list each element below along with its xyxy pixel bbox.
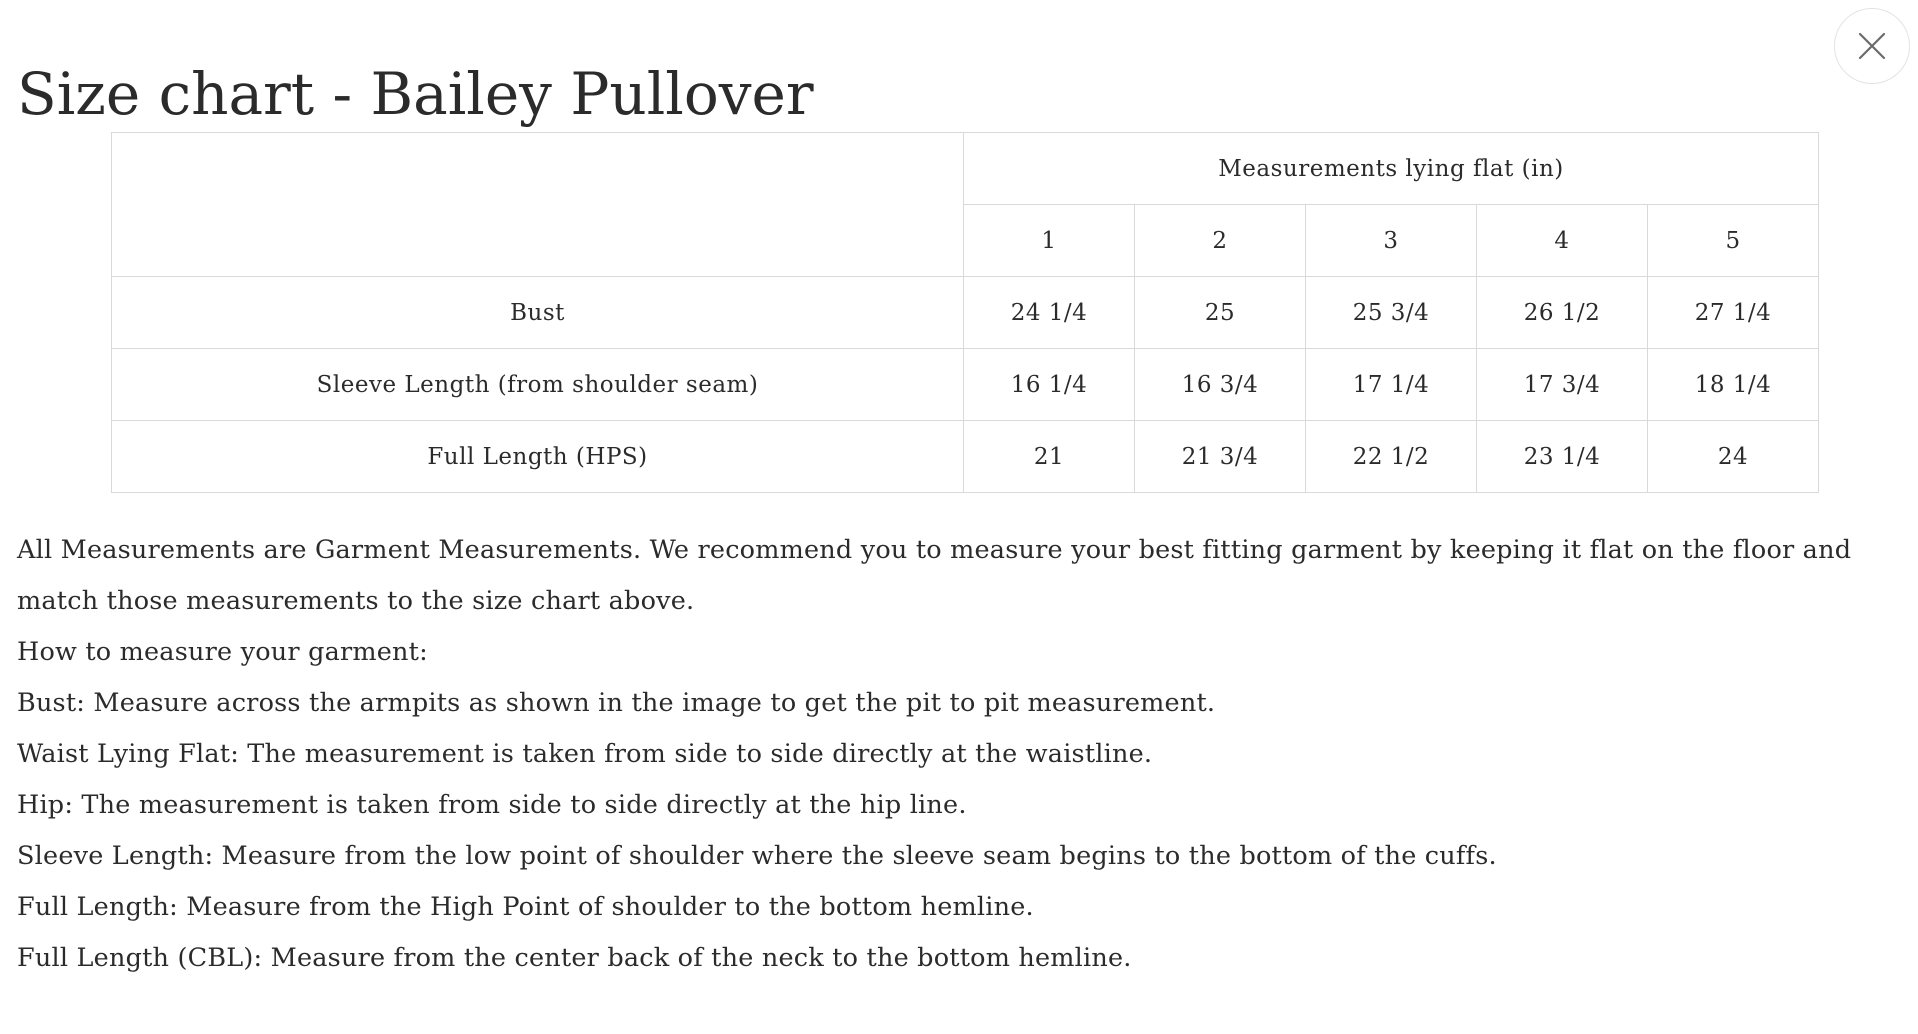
table-cell: 24 1/4 <box>964 277 1135 349</box>
notes-waist: Waist Lying Flat: The measurement is taken from side to side directly at the waistline. <box>17 739 1153 769</box>
table-cell: 24 <box>1648 421 1819 493</box>
close-button[interactable] <box>1834 8 1910 84</box>
size-header: 3 <box>1306 205 1477 277</box>
size-header: 4 <box>1477 205 1648 277</box>
row-label: Bust <box>112 277 964 349</box>
size-header: 2 <box>1135 205 1306 277</box>
row-label: Sleeve Length (from shoulder seam) <box>112 349 964 421</box>
measurements-group-header: Measurements lying flat (in) <box>964 133 1819 205</box>
table-row-full-length <box>112 421 1819 493</box>
table-cell: 26 1/2 <box>1477 277 1648 349</box>
table-cell: 17 3/4 <box>1477 349 1648 421</box>
table-cell: 22 1/2 <box>1306 421 1477 493</box>
table-cell: 23 1/4 <box>1477 421 1648 493</box>
row-label: Full Length (HPS) <box>112 421 964 493</box>
table-cell: 16 3/4 <box>1135 349 1306 421</box>
table-header-row <box>112 133 1819 205</box>
size-header: 1 <box>964 205 1135 277</box>
size-chart-table <box>111 132 1819 493</box>
table-cell: 25 <box>1135 277 1306 349</box>
notes-bust: Bust: Measure across the armpits as shown in the image to get the pit to pit measurement. <box>17 688 1216 718</box>
notes-full-length-cbl: Full Length (CBL): Measure from the center back of the neck to the bottom hemline. <box>17 943 1132 973</box>
table-row-bust <box>112 277 1819 349</box>
table-cell: 18 1/4 <box>1648 349 1819 421</box>
page-title: Size chart - Bailey Pullover <box>17 60 814 128</box>
table-cell: 21 <box>964 421 1135 493</box>
notes-hip: Hip: The measurement is taken from side to side directly at the hip line. <box>17 790 967 820</box>
notes-sleeve: Sleeve Length: Measure from the low point of shoulder where the sleeve seam begins to the bottom of the cuffs. <box>17 841 1497 871</box>
notes-full-length: Full Length: Measure from the High Point of shoulder to the bottom hemline. <box>17 892 1034 922</box>
close-icon <box>1857 31 1887 61</box>
notes-how-to: How to measure your garment: <box>17 637 428 667</box>
measurement-notes <box>17 525 1897 984</box>
table-cell: 21 3/4 <box>1135 421 1306 493</box>
table-row-sleeve-length <box>112 349 1819 421</box>
table-cell: 16 1/4 <box>964 349 1135 421</box>
table-cell: 27 1/4 <box>1648 277 1819 349</box>
table-cell: 17 1/4 <box>1306 349 1477 421</box>
size-header: 5 <box>1648 205 1819 277</box>
table-cell: 25 3/4 <box>1306 277 1477 349</box>
notes-intro: All Measurements are Garment Measurements. We recommend you to measure your best fitting garment by keeping it flat on the floor and match those measurements to the size chart above. <box>17 535 1852 616</box>
table-corner-cell <box>112 133 964 277</box>
